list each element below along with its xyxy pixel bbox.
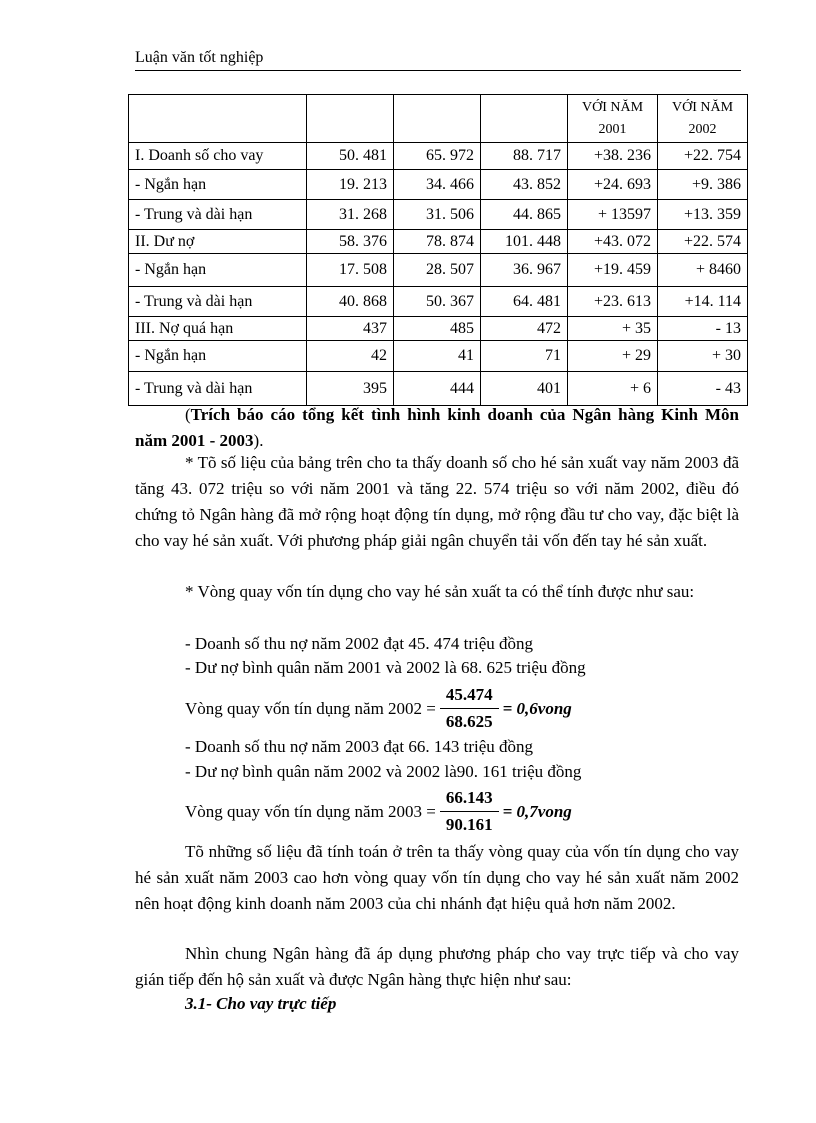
cell: 64. 481: [481, 287, 568, 317]
row-label: - Trung và dài hạn: [129, 200, 307, 230]
cell: + 13597: [568, 200, 658, 230]
line-debt-2002: - Dư nợ bình quân năm 2001 và 2002 là 68. 625 triệu đồng: [185, 658, 586, 677]
table-row: [129, 254, 748, 287]
cell: + 35: [568, 317, 658, 341]
cell: 44. 865: [481, 200, 568, 230]
cell: 31. 268: [307, 200, 394, 230]
header-cell: [129, 95, 307, 143]
formula-result: = 0,7vong: [502, 801, 572, 821]
header-cell-2001: VỚI NĂM 2001: [568, 95, 658, 143]
formula-result: = 0,6vong: [502, 698, 572, 718]
line-revenue-2003: - Doanh số thu nợ năm 2003 đạt 66. 143 triệu đồng: [185, 737, 534, 756]
cell: +23. 613: [568, 287, 658, 317]
cell: 50. 367: [394, 287, 481, 317]
paragraph-2: * Vòng quay vốn tín dụng cho vay hé sản xuất ta có thể tính được như sau:: [185, 582, 695, 601]
cell: 43. 852: [481, 170, 568, 200]
cell: 101. 448: [481, 230, 568, 254]
paragraph-4: Nhìn chung Ngân hàng đã áp dụng phương pháp cho vay trực tiếp và cho vay gián tiếp đến hộ sản xuất và được Ngân hàng thực hiện như sau:: [135, 944, 739, 989]
row-label: I. Doanh số cho vay: [129, 143, 307, 170]
paragraph-1: * Tõ số liệu của bảng trên cho ta thấy doanh số cho hé sản xuất vay năm 2003 đã tăng 43. 072 triệu so với năm 2001 và tăng 22. 574 triệu so với năm 2002, điều đó chứng tỏ Ngân hàng đã mở rộng hoạt động tín dụng, mở rộng đầu tư cho vay, đặc biệt là cho vay hé sản xuất. Với phương pháp giải ngân chuyển tải vốn đến tay hé sản xuất.: [135, 453, 739, 550]
cell: 71: [481, 341, 568, 372]
cell: 395: [307, 372, 394, 406]
table-row: [129, 170, 748, 200]
cell: 444: [394, 372, 481, 406]
cell: 34. 466: [394, 170, 481, 200]
cell: 401: [481, 372, 568, 406]
cell: 58. 376: [307, 230, 394, 254]
statistics-table: [128, 94, 748, 406]
formula-label: Vòng quay vốn tín dụng năm 2002 =: [185, 698, 436, 718]
fraction: [440, 787, 499, 836]
header-cell: [481, 95, 568, 143]
cell: + 29: [568, 341, 658, 372]
row-label: - Trung và dài hạn: [129, 372, 307, 406]
row-label: - Ngắn hạn: [129, 254, 307, 287]
cell: 40. 868: [307, 287, 394, 317]
cell: 65. 972: [394, 143, 481, 170]
table-header-row: [129, 95, 748, 143]
cell: 485: [394, 317, 481, 341]
header-cell: [307, 95, 394, 143]
cell: 28. 507: [394, 254, 481, 287]
cell: + 8460: [658, 254, 748, 287]
row-label: II. Dư nợ: [129, 230, 307, 254]
header-cell: [394, 95, 481, 143]
cell: 42: [307, 341, 394, 372]
formula-2002: [185, 684, 572, 733]
line-revenue-2002: - Doanh số thu nợ năm 2002 đạt 45. 474 triệu đồng: [185, 634, 534, 653]
denominator: 90.161: [445, 815, 493, 834]
cell: +38. 236: [568, 143, 658, 170]
numerator: 45.474: [440, 684, 499, 709]
cell: 50. 481: [307, 143, 394, 170]
subheading: 3.1- Cho vay trực tiếp: [185, 994, 337, 1013]
page-header: Luận văn tốt nghiệp: [135, 48, 741, 71]
cell: 36. 967: [481, 254, 568, 287]
cell: +24. 693: [568, 170, 658, 200]
table-row: [129, 200, 748, 230]
header-cell-2002: VỚI NĂM 2002: [658, 95, 748, 143]
cell: +9. 386: [658, 170, 748, 200]
cell: - 13: [658, 317, 748, 341]
table-row: [129, 287, 748, 317]
row-label: - Ngắn hạn: [129, 341, 307, 372]
table-row: [129, 372, 748, 406]
cell: 78. 874: [394, 230, 481, 254]
row-label: - Trung và dài hạn: [129, 287, 307, 317]
source-note: (Trích báo cáo tổng kết tình hình kinh doanh của Ngân hàng Kinh Môn năm 2001 - 2003).: [135, 405, 739, 450]
cell: +22. 754: [658, 143, 748, 170]
row-label: - Ngắn hạn: [129, 170, 307, 200]
cell: 19. 213: [307, 170, 394, 200]
cell: 437: [307, 317, 394, 341]
cell: +14. 114: [658, 287, 748, 317]
cell: + 6: [568, 372, 658, 406]
cell: 17. 508: [307, 254, 394, 287]
row-label: III. Nợ quá hạn: [129, 317, 307, 341]
table-row: [129, 230, 748, 254]
cell: 41: [394, 341, 481, 372]
table-row: [129, 317, 748, 341]
formula-2003: [185, 787, 572, 836]
cell: 88. 717: [481, 143, 568, 170]
line-debt-2003: - Dư nợ bình quân năm 2002 và 2002 là90. 161 triệu đồng: [185, 762, 582, 781]
denominator: 68.625: [445, 712, 493, 731]
cell: +22. 574: [658, 230, 748, 254]
paragraph-3: Tõ những số liệu đã tính toán ở trên ta thấy vòng quay của vốn tín dụng cho vay hé sản xuất năm 2003 cao hơn vòng quay vốn tín dụng cho vay hé sản xuất năm 2002 nên hoạt động kinh doanh năm 2003 của chi nhánh đạt hiệu quả hơn năm 2002.: [135, 842, 739, 913]
fraction: [440, 684, 499, 733]
cell: 31. 506: [394, 200, 481, 230]
table-row: [129, 143, 748, 170]
cell: +19. 459: [568, 254, 658, 287]
table-row: [129, 341, 748, 372]
source-bold: Trích báo cáo tổng kết tình hình kinh doanh của Ngân hàng Kinh Môn năm 2001 - 2003: [135, 405, 739, 450]
cell: - 43: [658, 372, 748, 406]
cell: +13. 359: [658, 200, 748, 230]
cell: +43. 072: [568, 230, 658, 254]
numerator: 66.143: [440, 787, 499, 812]
formula-label: Vòng quay vốn tín dụng năm 2003 =: [185, 801, 436, 821]
cell: 472: [481, 317, 568, 341]
cell: + 30: [658, 341, 748, 372]
